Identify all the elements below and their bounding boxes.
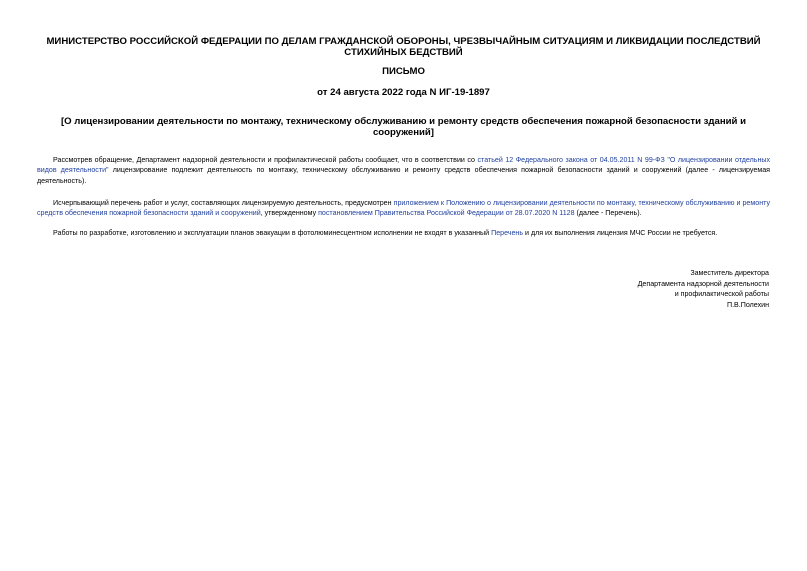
signature-position: Заместитель директора — [690, 269, 769, 277]
paragraph-2-text-2: , утвержденному — [260, 209, 319, 218]
paragraph-3-text-1: Работы по разработке, изготовлению и эксплуатации планов эвакуации в фотолюминесцентном исполнении не входят в указанный — [53, 229, 492, 237]
link-federal-law-article-12[interactable]: статьей 12 Федерального закона от 04.05.2011 N 99-ФЗ "О лицензировании отдельных видов деятельности" — [37, 156, 771, 175]
signature-block — [638, 268, 769, 310]
link-government-decree-1128[interactable]: постановлением Правительства Российской Федерации от 28.07.2020 N 1128 — [318, 209, 575, 218]
paragraph-2-text-1: Исчерпывающий перечень работ и услуг, составляющих лицензируемую деятельность, предусмотрен — [53, 199, 394, 207]
paragraph-1-text-1: Рассмотрев обращение, Департамент надзорной деятельности и профилактической работы сообщает, что в соответствии со — [53, 156, 478, 164]
signature-department-line-1: Департамента надзорной деятельности — [637, 279, 769, 288]
signature-department-line-2: и профилактической работы — [674, 290, 769, 299]
link-licensing-regulation-appendix[interactable]: приложением к Положению о лицензировании деятельности по монтажу, техническому обслуживанию и ремонту средств обеспечения пожарной безопасности зданий и сооружений — [37, 199, 770, 218]
paragraph-2-text-3: (далее - Перечень). — [574, 209, 642, 218]
paragraph-1-text-2: лицензирование подлежит деятельность по монтажу, техническому обслуживанию и ремонту средств обеспечения пожарной безопасности зданий и сооружений (далее - лицензируемая деятельность). — [37, 166, 770, 185]
document-subject: [О лицензировании деятельности по монтажу, техническому обслуживанию и ремонту средств обеспечения пожарной безопасности зданий и сооружений] — [60, 116, 747, 138]
document-type: ПИСЬМО — [382, 66, 425, 77]
signature-name: П.В.Полехин — [726, 300, 769, 309]
paragraph-3 — [37, 228, 770, 238]
paragraph-3-text-2: и для их выполнения лицензия МЧС России не требуется. — [523, 229, 718, 237]
paragraph-1 — [37, 155, 770, 186]
paragraph-2 — [37, 198, 770, 219]
document-date: от 24 августа 2022 года N ИГ-19-1897 — [317, 87, 490, 98]
link-perechen[interactable]: Перечень — [491, 229, 524, 237]
ministry-title: МИНИСТЕРСТВО РОССИЙСКОЙ ФЕДЕРАЦИИ ПО ДЕЛАМ ГРАЖДАНСКОЙ ОБОРОНЫ, ЧРЕЗВЫЧАЙНЫМ СИТУАЦИЯМ И ЛИКВИДАЦИИ ПОСЛЕДСТВИЙ СТИХИЙНЫХ БЕДСТВИЙ — [46, 36, 761, 58]
